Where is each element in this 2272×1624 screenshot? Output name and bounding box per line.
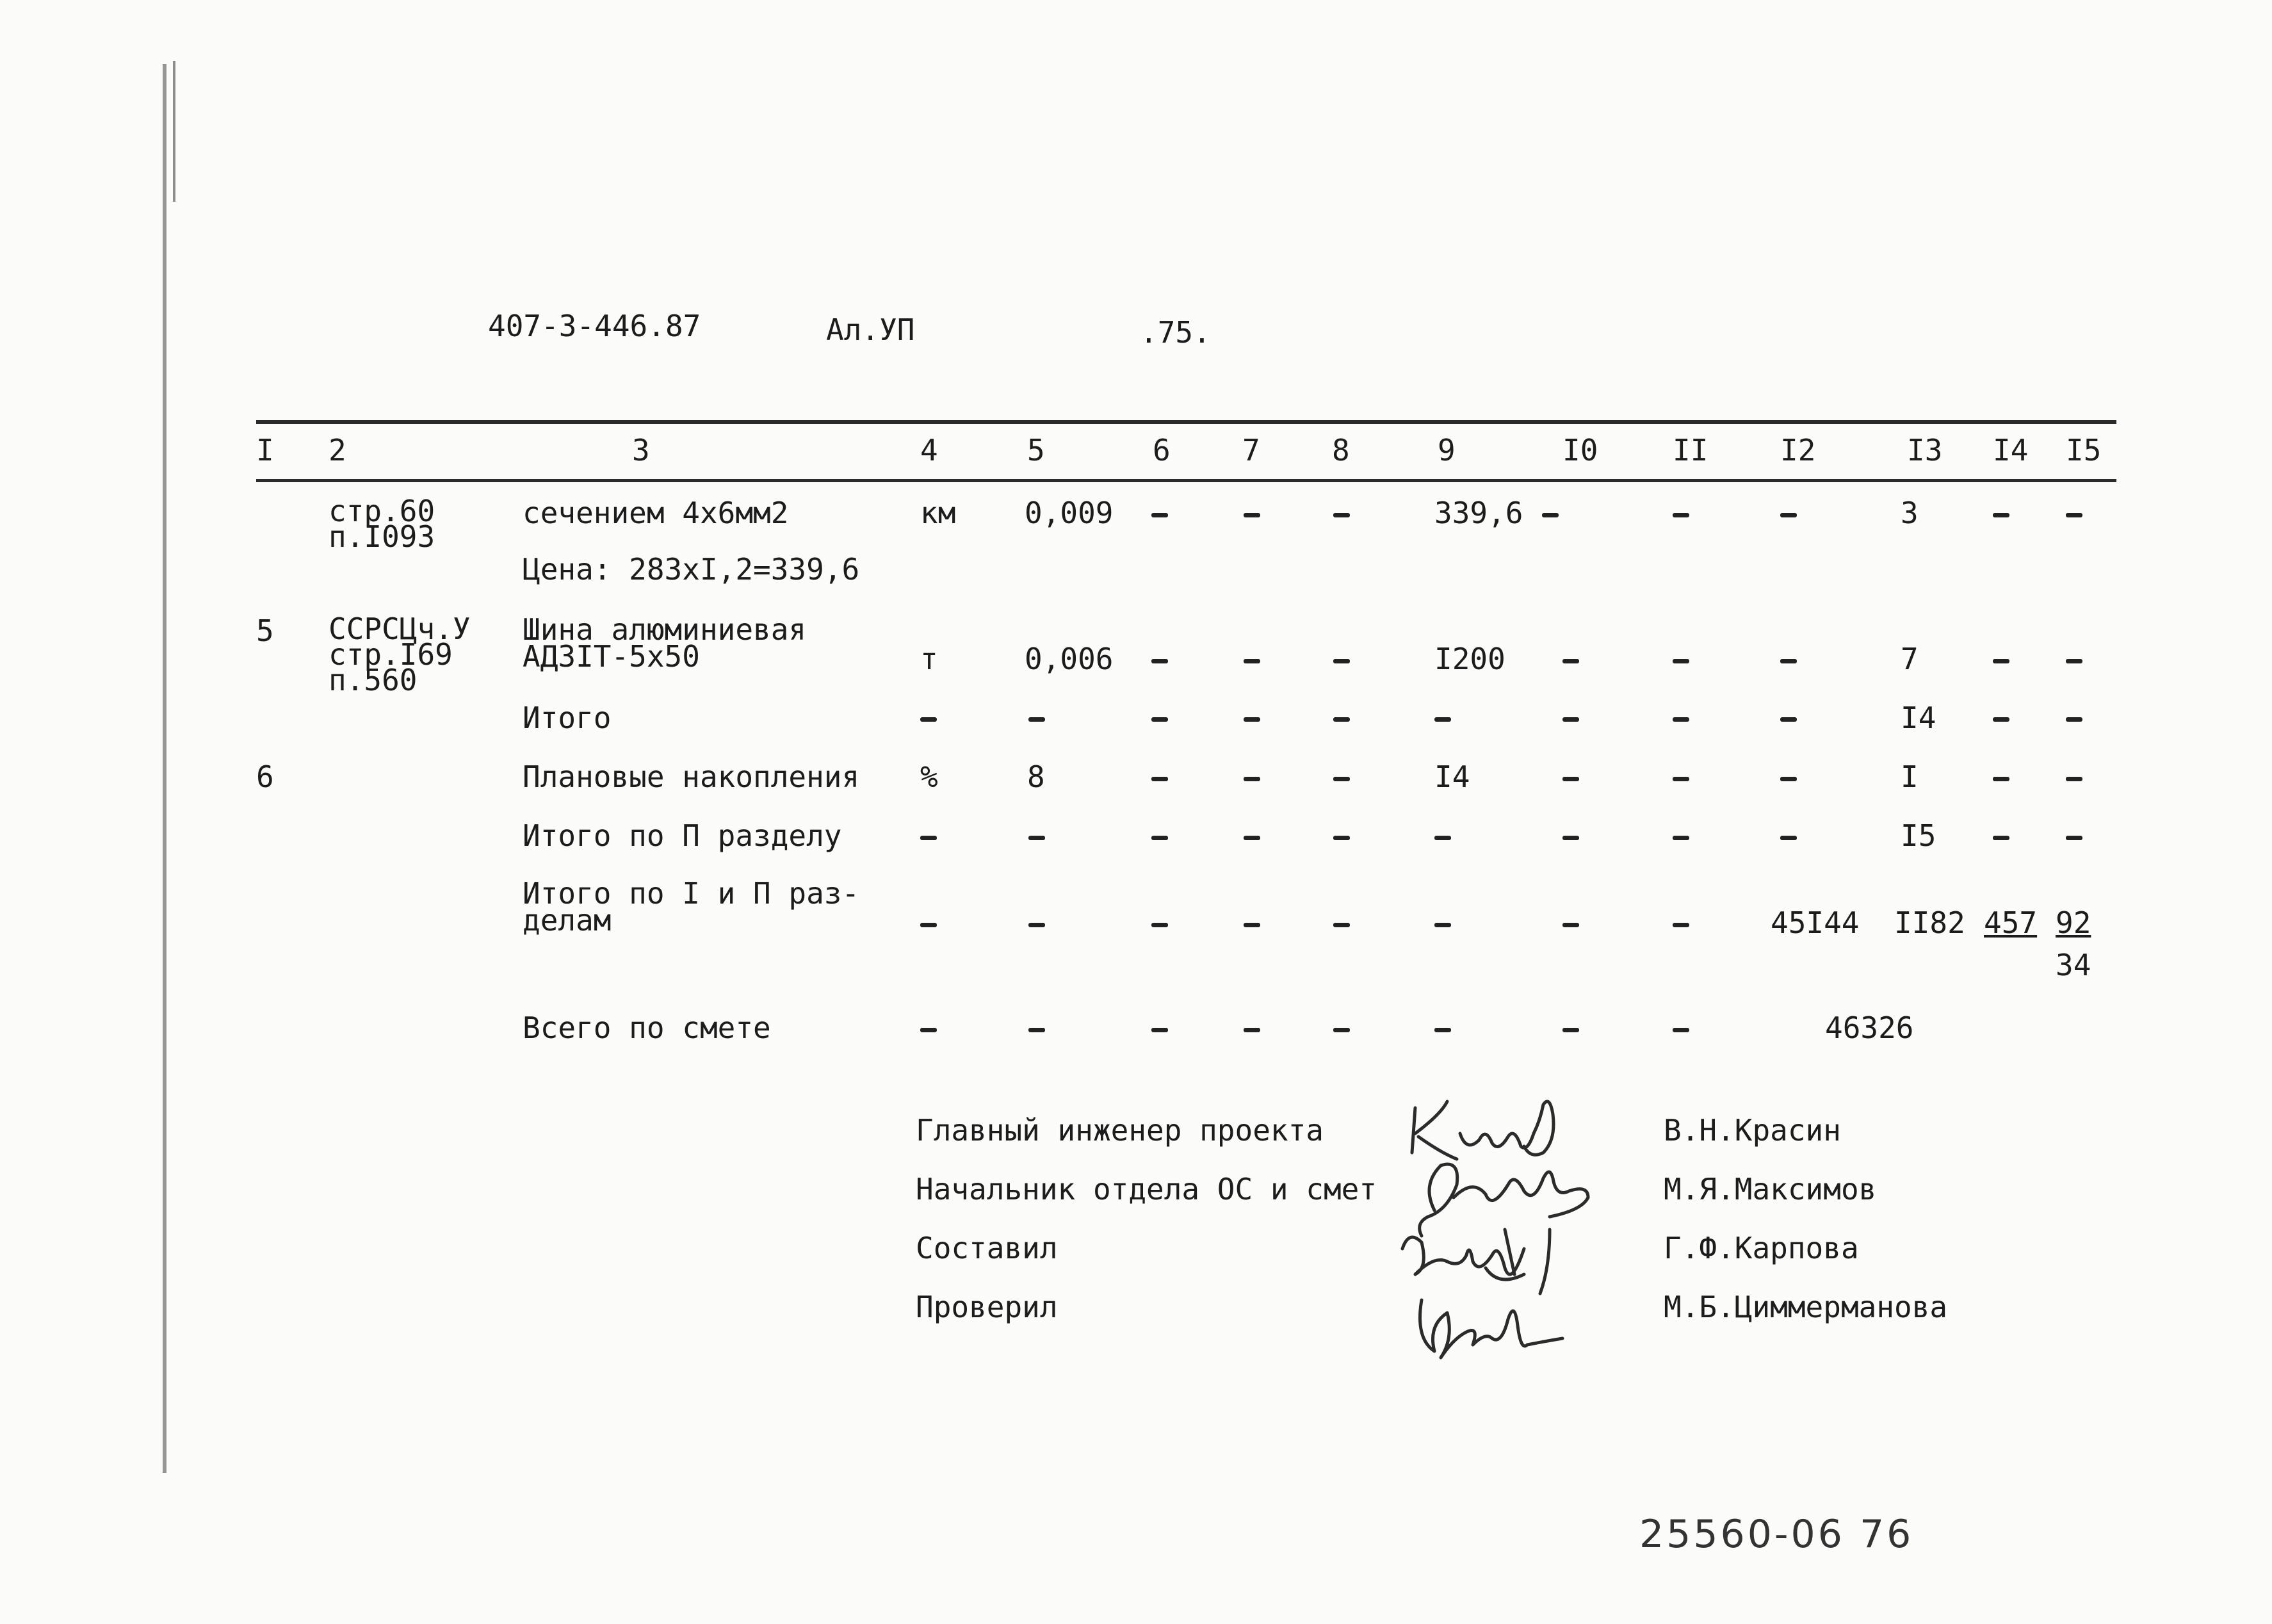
row-name: сечением 4х6мм2 [523, 496, 789, 530]
handwritten-signatures [1396, 1082, 1614, 1370]
dash-mark [1993, 777, 2009, 781]
row-col9: 339,6 [1434, 496, 1523, 530]
row-name: Плановые накопления [523, 759, 860, 794]
column-header: 7 [1242, 433, 1260, 467]
dash-mark [1151, 717, 1168, 722]
signature-role: Главный инженер проекта [916, 1113, 1324, 1148]
dash-mark [1434, 717, 1451, 722]
row-quantity: 0,006 [1025, 642, 1114, 676]
dash-mark [1244, 1028, 1260, 1032]
dash-mark [1434, 1028, 1451, 1032]
row-name: Всего по смете [523, 1011, 771, 1045]
row-name: Шина алюминиевая АДЗIТ-5х50 [523, 612, 807, 674]
dash-mark [1562, 836, 1579, 840]
row-reference: стр.60 п.I093 [329, 494, 435, 554]
dash-mark [1993, 836, 2009, 840]
row-col12: 45I44 [1771, 905, 1860, 940]
dash-mark [1780, 659, 1797, 663]
dash-mark [920, 836, 937, 840]
dash-mark [2066, 777, 2082, 781]
row-col13: I4 [1901, 701, 1936, 735]
doc-number: 407-3-446.87 [488, 309, 701, 343]
dash-mark [1151, 836, 1168, 840]
column-header: 8 [1332, 433, 1350, 467]
dash-mark [1028, 717, 1045, 722]
dash-mark [1673, 777, 1689, 781]
dash-mark [1333, 1028, 1350, 1032]
column-header: 4 [920, 433, 938, 467]
signature-person: Г.Ф.Карпова [1664, 1231, 1859, 1265]
dash-mark [1673, 836, 1689, 840]
row-name: Итого [523, 701, 612, 735]
row-col9: I4 [1434, 759, 1470, 794]
row-reference: ССРСЦч.У стр.I69 п.560 [329, 612, 471, 697]
dash-mark [920, 717, 937, 722]
row-col13: 7 [1901, 642, 1919, 676]
dash-mark [1028, 1028, 1045, 1032]
row-col13: II82 [1894, 905, 1965, 940]
dash-mark [1333, 717, 1350, 722]
row-col15-second: 34 [2056, 948, 2091, 982]
dash-mark [1542, 513, 1559, 517]
row-col13: I5 [1901, 818, 1936, 853]
signature-role: Составил [916, 1231, 1058, 1265]
row-name: Итого по I и П раз- делам [523, 876, 860, 938]
column-header: I4 [1993, 433, 2029, 467]
dash-mark [1151, 513, 1168, 517]
row-number: 5 [256, 613, 274, 648]
dash-mark [1993, 659, 2009, 663]
signature-role: Начальник отдела ОС и смет [916, 1172, 1377, 1206]
dash-mark [1333, 836, 1350, 840]
dash-mark [1244, 659, 1260, 663]
dash-mark [1780, 777, 1797, 781]
dash-mark [1780, 836, 1797, 840]
dash-mark [1780, 717, 1797, 722]
column-header: 2 [329, 433, 346, 467]
table-top-rule [256, 420, 2116, 424]
row-col14: 457 [1984, 905, 2038, 940]
dash-mark [1673, 717, 1689, 722]
dash-mark [1562, 717, 1579, 722]
dash-mark [1562, 777, 1579, 781]
row-col13: 3 [1901, 496, 1919, 530]
table-header-rule [256, 479, 2116, 482]
dash-mark [920, 923, 937, 927]
row-unit: км [920, 496, 956, 530]
dash-mark [1562, 923, 1579, 927]
dash-mark [1993, 513, 2009, 517]
dash-mark [2066, 659, 2082, 663]
dash-mark [1673, 1028, 1689, 1032]
dash-mark [1151, 777, 1168, 781]
dash-mark [1244, 777, 1260, 781]
column-header: I3 [1907, 433, 1943, 467]
archive-number: 25560-06 76 [1639, 1512, 1914, 1557]
row-unit: % [920, 759, 938, 794]
dash-mark [1780, 513, 1797, 517]
binding-margin-line [163, 64, 166, 1473]
dash-mark [1244, 836, 1260, 840]
dash-mark [1028, 836, 1045, 840]
row-number: 6 [256, 759, 274, 794]
row-col9: I200 [1434, 642, 1505, 676]
dash-mark [1244, 513, 1260, 517]
dash-mark [1673, 513, 1689, 517]
dash-mark [1244, 717, 1260, 722]
dash-mark [1562, 1028, 1579, 1032]
signature-role: Проверил [916, 1290, 1058, 1324]
dash-mark [1333, 923, 1350, 927]
dash-mark [1562, 659, 1579, 663]
column-header: 9 [1438, 433, 1456, 467]
column-header: 5 [1027, 433, 1045, 467]
dash-mark [1151, 659, 1168, 663]
dash-mark [2066, 717, 2082, 722]
column-header: I [256, 433, 274, 467]
dash-mark [1151, 1028, 1168, 1032]
dash-mark [1028, 923, 1045, 927]
dash-mark [1333, 777, 1350, 781]
dash-mark [1333, 513, 1350, 517]
row-col13: I [1901, 759, 1919, 794]
dash-mark [2066, 513, 2082, 517]
row-quantity: 0,009 [1025, 496, 1114, 530]
row-name: Итого по П разделу [523, 818, 842, 853]
dash-mark [1333, 659, 1350, 663]
dash-mark [1434, 836, 1451, 840]
column-header: I5 [2066, 433, 2102, 467]
page-number: .75. [1140, 315, 1211, 350]
signature-person: М.Я.Максимов [1664, 1172, 1877, 1206]
column-header: I0 [1562, 433, 1598, 467]
dash-mark [920, 1028, 937, 1032]
dash-mark [2066, 836, 2082, 840]
signature-person: В.Н.Красин [1664, 1113, 1841, 1148]
column-header: II [1673, 433, 1708, 467]
column-header: 3 [632, 433, 650, 467]
dash-mark [1673, 923, 1689, 927]
column-header: I2 [1780, 433, 1816, 467]
row-quantity: 8 [1027, 759, 1045, 794]
dash-mark [1151, 923, 1168, 927]
dash-mark [1673, 659, 1689, 663]
dash-mark [1993, 717, 2009, 722]
grand-total: 46326 [1825, 1011, 1914, 1045]
row-unit: т [920, 642, 938, 676]
row-col15: 92 [2056, 905, 2091, 940]
album-number: Ал.УП [826, 313, 915, 347]
dash-mark [1434, 923, 1451, 927]
column-header: 6 [1153, 433, 1171, 467]
binding-margin-line [173, 61, 175, 202]
dash-mark [1244, 923, 1260, 927]
row-name: Цена: 283хI,2=339,6 [523, 552, 860, 587]
signature-person: М.Б.Циммерманова [1664, 1290, 1948, 1324]
